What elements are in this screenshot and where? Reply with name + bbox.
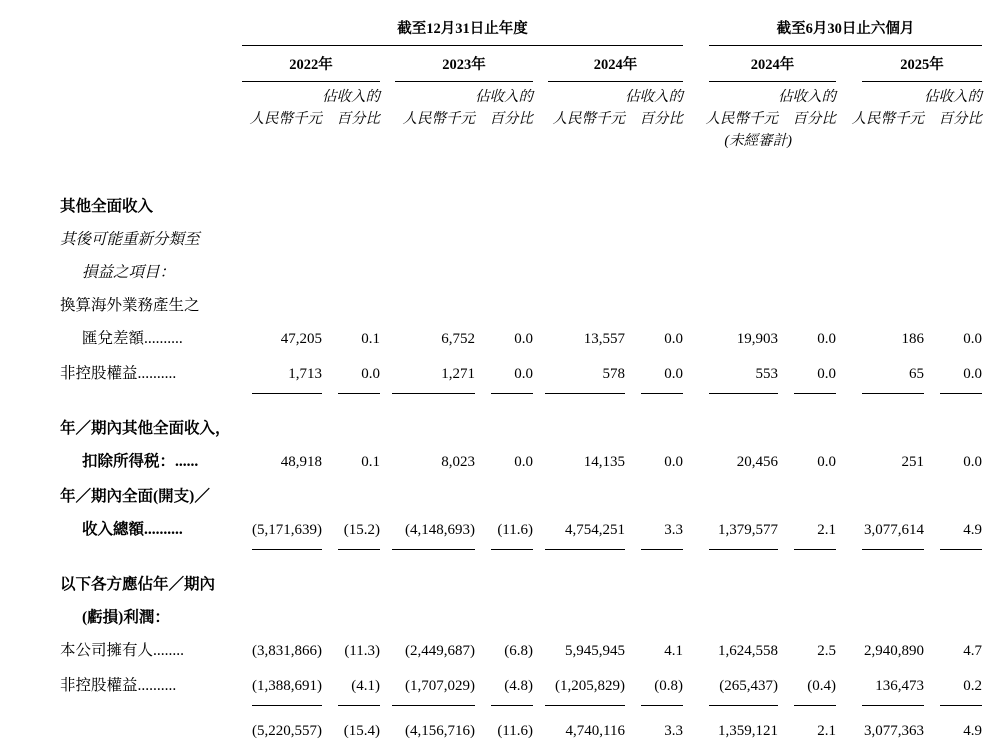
row-label bbox=[60, 706, 240, 748]
cell-value: 47,205 bbox=[280, 331, 322, 347]
cell-value: 2.1 bbox=[794, 720, 836, 748]
cell-value: 0.0 bbox=[514, 331, 533, 347]
col-header-value bbox=[240, 82, 322, 152]
table-cell bbox=[322, 218, 380, 251]
section-interim bbox=[683, 18, 982, 46]
table-cell bbox=[836, 152, 924, 218]
cell-value: 20,456 bbox=[736, 454, 778, 470]
table-cell bbox=[625, 251, 683, 284]
table-cell bbox=[625, 440, 683, 475]
table-cell bbox=[475, 284, 533, 317]
row-label: 非控股權益.......... bbox=[60, 677, 177, 694]
table-cell bbox=[533, 440, 625, 475]
table-cell bbox=[683, 596, 778, 629]
table-cell bbox=[380, 629, 475, 664]
table-cell bbox=[533, 152, 625, 218]
section-header-row bbox=[60, 18, 982, 46]
table-cell bbox=[240, 218, 322, 251]
table-cell bbox=[683, 508, 778, 550]
table-cell bbox=[475, 475, 533, 508]
table-cell bbox=[475, 218, 533, 251]
table-cell bbox=[475, 664, 533, 706]
year-col-2024 bbox=[533, 46, 683, 82]
table-cell bbox=[533, 475, 625, 508]
cell-value: 1,713 bbox=[252, 363, 322, 394]
col-header-value-label: 人民幣千元 bbox=[851, 111, 924, 127]
table-cell bbox=[924, 706, 982, 748]
cell-value: 14,135 bbox=[583, 454, 625, 470]
cell-value: 4.9 bbox=[940, 720, 982, 748]
table-cell bbox=[683, 251, 778, 284]
table-cell bbox=[836, 508, 924, 550]
cell-value: (2,449,687) bbox=[405, 643, 475, 659]
table-cell bbox=[778, 440, 836, 475]
table-cell bbox=[836, 629, 924, 664]
row-label: 年／期內全面(開支)／ bbox=[60, 488, 210, 505]
table-row bbox=[60, 475, 982, 508]
year-header: 2024年 bbox=[709, 54, 836, 82]
table-cell bbox=[533, 596, 625, 629]
row-label: 非控股權益.......... bbox=[60, 365, 177, 382]
cell-value: (4.1) bbox=[338, 675, 380, 706]
cell-value: (4,156,716) bbox=[392, 720, 475, 748]
table-cell bbox=[240, 508, 322, 550]
col-header-value-label: 人民幣千元 bbox=[705, 111, 778, 127]
cell-value: 0.1 bbox=[361, 331, 380, 347]
table-cell bbox=[836, 317, 924, 352]
table-cell bbox=[778, 218, 836, 251]
table-cell bbox=[625, 629, 683, 664]
table-cell bbox=[533, 550, 625, 596]
table-cell bbox=[625, 317, 683, 352]
year-header-row bbox=[60, 46, 982, 82]
table-cell bbox=[322, 629, 380, 664]
col-header-value bbox=[836, 82, 924, 152]
cell-value: 48,918 bbox=[280, 454, 322, 470]
cell-value: (15.4) bbox=[338, 720, 380, 748]
section-title-interim: 截至6月30日止六個月 bbox=[709, 18, 982, 46]
table-cell bbox=[475, 152, 533, 218]
section-annual bbox=[240, 18, 683, 46]
table-cell bbox=[533, 394, 625, 440]
cell-value: 4.9 bbox=[940, 519, 982, 550]
table-cell bbox=[924, 251, 982, 284]
year-col-2024-interim bbox=[683, 46, 836, 82]
table-cell bbox=[533, 508, 625, 550]
cell-value: 0.0 bbox=[817, 331, 836, 347]
table-cell bbox=[475, 550, 533, 596]
cell-value: (265,437) bbox=[709, 675, 778, 706]
cell-value: 186 bbox=[901, 331, 924, 347]
cell-value: (15.2) bbox=[338, 519, 380, 550]
table-cell bbox=[683, 664, 778, 706]
table-cell bbox=[778, 550, 836, 596]
cell-value: 19,903 bbox=[736, 331, 778, 347]
cell-value: (1,388,691) bbox=[252, 675, 322, 706]
table-row bbox=[60, 508, 982, 550]
table-cell bbox=[322, 251, 380, 284]
table-cell bbox=[475, 352, 533, 394]
table-cell bbox=[322, 152, 380, 218]
table-cell bbox=[475, 440, 533, 475]
table-cell bbox=[683, 706, 778, 748]
spacer bbox=[60, 82, 240, 152]
col-header-pct-line1: 佔收入的 bbox=[778, 89, 836, 105]
table-cell bbox=[322, 440, 380, 475]
table-cell bbox=[322, 317, 380, 352]
cell-value: 1,359,121 bbox=[709, 720, 778, 748]
table-cell bbox=[380, 508, 475, 550]
table-cell bbox=[475, 629, 533, 664]
table-cell bbox=[924, 550, 982, 596]
table-cell bbox=[924, 629, 982, 664]
table-cell bbox=[322, 664, 380, 706]
row-label: 換算海外業務產生之 bbox=[60, 297, 200, 314]
row-label: 其後可能重新分類至 bbox=[60, 231, 200, 248]
table-cell bbox=[625, 596, 683, 629]
column-header-row bbox=[60, 82, 982, 152]
table-cell bbox=[924, 352, 982, 394]
cell-value: (11.3) bbox=[344, 643, 380, 659]
row-label: 以下各方應佔年／期內 bbox=[60, 576, 216, 593]
table-cell bbox=[778, 284, 836, 317]
cell-value: (0.4) bbox=[794, 675, 836, 706]
table-cell bbox=[240, 629, 322, 664]
table-cell bbox=[322, 284, 380, 317]
section-title-annual: 截至12月31日止年度 bbox=[242, 18, 683, 46]
row-label: (虧損)利潤： bbox=[82, 609, 170, 626]
table-cell bbox=[533, 317, 625, 352]
col-header-pct bbox=[322, 82, 380, 152]
table-cell bbox=[625, 550, 683, 596]
cell-value: 0.0 bbox=[940, 363, 982, 394]
col-header-value-label: 人民幣千元 bbox=[402, 111, 475, 127]
table-cell bbox=[380, 440, 475, 475]
table-cell bbox=[924, 440, 982, 475]
col-header-pct bbox=[475, 82, 533, 152]
cell-value: (1,205,829) bbox=[545, 675, 625, 706]
table-cell bbox=[625, 152, 683, 218]
table-cell bbox=[836, 284, 924, 317]
table-cell bbox=[380, 218, 475, 251]
table-cell bbox=[240, 440, 322, 475]
table-row bbox=[60, 251, 982, 284]
table-cell bbox=[322, 352, 380, 394]
table-cell bbox=[380, 664, 475, 706]
table-cell bbox=[625, 218, 683, 251]
table-cell bbox=[924, 475, 982, 508]
cell-value: 5,945,945 bbox=[565, 643, 625, 659]
table-cell bbox=[778, 251, 836, 284]
col-header-pct-line2: 百分比 bbox=[792, 111, 836, 127]
cell-value: 0.0 bbox=[514, 454, 533, 470]
table-cell bbox=[683, 440, 778, 475]
year-header: 2023年 bbox=[395, 54, 533, 82]
table-cell bbox=[683, 284, 778, 317]
table-cell bbox=[778, 394, 836, 440]
table-cell bbox=[778, 664, 836, 706]
table-cell bbox=[683, 550, 778, 596]
year-header: 2024年 bbox=[548, 54, 683, 82]
table-row bbox=[60, 596, 982, 629]
table-cell bbox=[836, 440, 924, 475]
table-cell bbox=[380, 596, 475, 629]
table-cell bbox=[836, 251, 924, 284]
year-col-2023 bbox=[380, 46, 533, 82]
table-cell bbox=[836, 475, 924, 508]
table-cell bbox=[625, 475, 683, 508]
table-cell bbox=[475, 596, 533, 629]
table-cell bbox=[924, 664, 982, 706]
table-cell bbox=[475, 706, 533, 748]
table-row bbox=[60, 664, 982, 706]
table-cell bbox=[240, 251, 322, 284]
table-cell bbox=[240, 664, 322, 706]
cell-value: 0.0 bbox=[338, 363, 380, 394]
table-cell bbox=[625, 664, 683, 706]
cell-value: 4.1 bbox=[664, 643, 683, 659]
table-cell bbox=[240, 475, 322, 508]
table-cell bbox=[683, 394, 778, 440]
table-row bbox=[60, 629, 982, 664]
table-cell bbox=[683, 629, 778, 664]
year-col-2022 bbox=[240, 46, 380, 82]
cell-value: (6.8) bbox=[504, 643, 533, 659]
cell-value: 2,940,890 bbox=[864, 643, 924, 659]
table-cell bbox=[533, 664, 625, 706]
table-cell bbox=[625, 508, 683, 550]
table-cell bbox=[475, 394, 533, 440]
table-cell bbox=[533, 629, 625, 664]
row-label: 年／期內其他全面收入， bbox=[60, 420, 231, 437]
table-row bbox=[60, 317, 982, 352]
table-cell bbox=[240, 352, 322, 394]
table-cell bbox=[836, 352, 924, 394]
col-header-pct-line1: 佔收入的 bbox=[475, 89, 533, 105]
table-cell bbox=[924, 508, 982, 550]
table-cell bbox=[322, 508, 380, 550]
cell-value: (11.6) bbox=[491, 720, 533, 748]
table-cell bbox=[924, 218, 982, 251]
col-header-value-label: 人民幣千元 bbox=[552, 111, 625, 127]
table-cell bbox=[683, 475, 778, 508]
cell-value: 0.0 bbox=[641, 363, 683, 394]
table-cell bbox=[533, 706, 625, 748]
table-cell bbox=[380, 317, 475, 352]
table-cell bbox=[475, 251, 533, 284]
col-header-pct-line2: 百分比 bbox=[639, 111, 683, 127]
cell-value: 0.0 bbox=[963, 331, 982, 347]
table-row bbox=[60, 550, 982, 596]
table-body bbox=[60, 152, 982, 748]
table-cell bbox=[533, 352, 625, 394]
table-cell bbox=[380, 251, 475, 284]
cell-value: 0.2 bbox=[940, 675, 982, 706]
table-cell bbox=[240, 317, 322, 352]
table-cell bbox=[380, 352, 475, 394]
cell-value: (3,831,866) bbox=[252, 643, 322, 659]
table-cell bbox=[683, 218, 778, 251]
table-cell bbox=[380, 284, 475, 317]
table-cell bbox=[380, 394, 475, 440]
table-cell bbox=[924, 152, 982, 218]
cell-value: 65 bbox=[862, 363, 924, 394]
cell-value: 3.3 bbox=[641, 720, 683, 748]
table-cell bbox=[778, 706, 836, 748]
col-header-value bbox=[533, 82, 625, 152]
col-header-pct-line2: 百分比 bbox=[336, 111, 380, 127]
cell-value: 136,473 bbox=[862, 675, 924, 706]
cell-value: 0.0 bbox=[963, 454, 982, 470]
col-header-value bbox=[380, 82, 475, 152]
corner-spacer bbox=[60, 18, 240, 46]
table-cell bbox=[240, 152, 322, 218]
table-cell bbox=[380, 706, 475, 748]
cell-value: 3.3 bbox=[641, 519, 683, 550]
col-header-pct bbox=[924, 82, 982, 152]
table-cell bbox=[836, 550, 924, 596]
row-label: 其他全面收入 bbox=[60, 198, 154, 215]
row-label: 損益之項目： bbox=[82, 264, 176, 281]
cell-value: (5,171,639) bbox=[252, 519, 322, 550]
table-cell bbox=[240, 394, 322, 440]
year-col-2025-interim bbox=[836, 46, 982, 82]
table-cell bbox=[625, 352, 683, 394]
table-cell bbox=[240, 596, 322, 629]
table-cell bbox=[475, 317, 533, 352]
table-cell bbox=[836, 218, 924, 251]
table-cell bbox=[836, 596, 924, 629]
row-label: 扣除所得税：...... bbox=[82, 453, 199, 470]
table-cell bbox=[322, 596, 380, 629]
cell-value: 1,271 bbox=[392, 363, 475, 394]
table-row bbox=[60, 440, 982, 475]
table-cell bbox=[778, 508, 836, 550]
table-cell bbox=[836, 706, 924, 748]
table-cell bbox=[778, 475, 836, 508]
table-cell bbox=[322, 550, 380, 596]
cell-value: 0.0 bbox=[664, 454, 683, 470]
table-row bbox=[60, 152, 982, 218]
cell-value: 251 bbox=[901, 454, 924, 470]
table-cell bbox=[322, 475, 380, 508]
table-cell bbox=[475, 508, 533, 550]
cell-value: 0.0 bbox=[664, 331, 683, 347]
table-row bbox=[60, 352, 982, 394]
table-cell bbox=[683, 352, 778, 394]
table-cell bbox=[322, 706, 380, 748]
table-cell bbox=[683, 317, 778, 352]
cell-value: 8,023 bbox=[441, 454, 475, 470]
financial-table bbox=[60, 18, 982, 748]
col-header-value-label: 人民幣千元 bbox=[249, 111, 322, 127]
table-cell bbox=[778, 596, 836, 629]
row-label: 本公司擁有人........ bbox=[60, 642, 185, 659]
cell-value: 0.0 bbox=[491, 363, 533, 394]
row-label: 收入總額.......... bbox=[82, 521, 183, 538]
col-header-pct bbox=[625, 82, 683, 152]
cell-value: 4.7 bbox=[963, 643, 982, 659]
cell-value: 2.5 bbox=[817, 643, 836, 659]
table-cell bbox=[380, 152, 475, 218]
cell-value: 3,077,614 bbox=[862, 519, 924, 550]
table-cell bbox=[240, 284, 322, 317]
cell-value: (1,707,029) bbox=[392, 675, 475, 706]
col-header-value-unaudited bbox=[683, 82, 792, 152]
spacer bbox=[60, 46, 240, 82]
table-cell bbox=[625, 706, 683, 748]
table-row bbox=[60, 706, 982, 748]
table-cell bbox=[380, 550, 475, 596]
cell-value: (11.6) bbox=[491, 519, 533, 550]
table-cell bbox=[380, 475, 475, 508]
col-header-unaudited-note: (未經審計) bbox=[724, 133, 792, 149]
col-header-pct-line2: 百分比 bbox=[938, 111, 982, 127]
table-cell bbox=[240, 706, 322, 748]
table-cell bbox=[778, 152, 836, 218]
cell-value: 0.0 bbox=[817, 454, 836, 470]
table-cell bbox=[924, 596, 982, 629]
table-cell bbox=[778, 352, 836, 394]
table-cell bbox=[533, 218, 625, 251]
cell-value: (0.8) bbox=[641, 675, 683, 706]
row-label: 匯兌差額.......... bbox=[82, 330, 183, 347]
col-header-pct-line1: 佔收入的 bbox=[625, 89, 683, 105]
table-cell bbox=[924, 284, 982, 317]
cell-value: 1,624,558 bbox=[718, 643, 778, 659]
table-cell bbox=[240, 550, 322, 596]
cell-value: 13,557 bbox=[583, 331, 625, 347]
table-cell bbox=[322, 394, 380, 440]
cell-value: 4,740,116 bbox=[545, 720, 625, 748]
year-header: 2022年 bbox=[242, 54, 380, 82]
col-header-pct-line2: 百分比 bbox=[489, 111, 533, 127]
cell-value: (4,148,693) bbox=[392, 519, 475, 550]
table-cell bbox=[533, 284, 625, 317]
table-cell bbox=[683, 152, 778, 218]
cell-value: 0.1 bbox=[361, 454, 380, 470]
cell-value: 2.1 bbox=[794, 519, 836, 550]
table-cell bbox=[924, 394, 982, 440]
table-cell bbox=[625, 284, 683, 317]
table-row bbox=[60, 394, 982, 440]
cell-value: (4.8) bbox=[491, 675, 533, 706]
cell-value: 1,379,577 bbox=[709, 519, 778, 550]
year-header: 2025年 bbox=[862, 54, 982, 82]
table-cell bbox=[625, 394, 683, 440]
cell-value: 578 bbox=[545, 363, 625, 394]
cell-value: 6,752 bbox=[441, 331, 475, 347]
table-cell bbox=[924, 317, 982, 352]
table-cell bbox=[836, 394, 924, 440]
table-row bbox=[60, 218, 982, 251]
table-cell bbox=[778, 317, 836, 352]
table-row bbox=[60, 284, 982, 317]
cell-value: (5,220,557) bbox=[252, 720, 322, 748]
cell-value: 0.0 bbox=[794, 363, 836, 394]
table-cell bbox=[836, 664, 924, 706]
col-header-pct-line1: 佔收入的 bbox=[924, 89, 982, 105]
table-cell bbox=[778, 629, 836, 664]
cell-value: 553 bbox=[709, 363, 778, 394]
col-header-pct-line1: 佔收入的 bbox=[322, 89, 380, 105]
cell-value: 3,077,363 bbox=[862, 720, 924, 748]
cell-value: 4,754,251 bbox=[545, 519, 625, 550]
table-cell bbox=[533, 251, 625, 284]
